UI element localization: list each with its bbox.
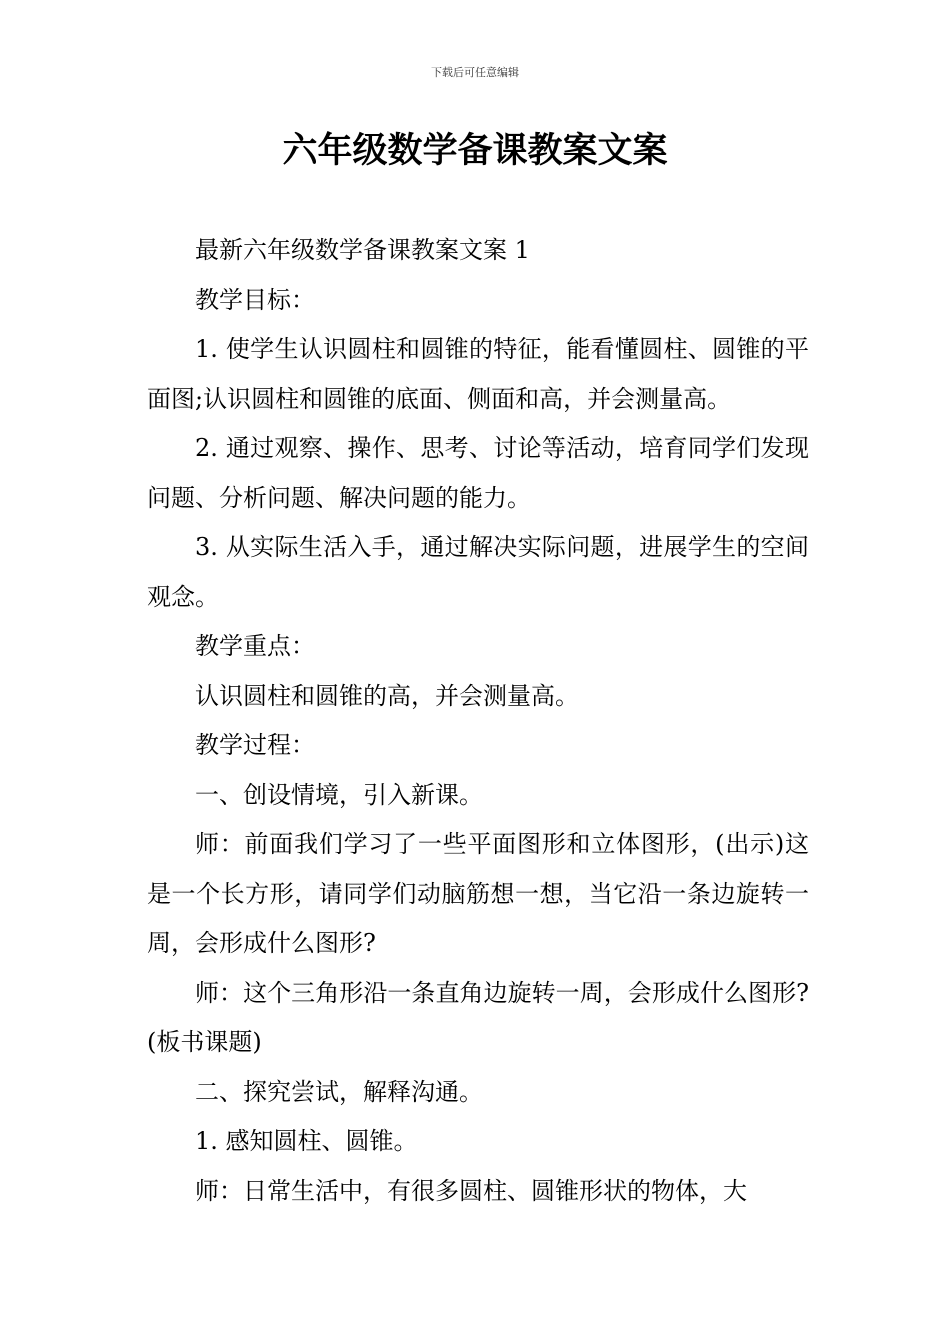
paragraph-teacher-1: 师：前面我们学习了一些平面图形和立体图形，(出示)这是一个长方形，请同学们动脑筋想一想，当它沿一条边旋转一周，会形成什么图形? bbox=[147, 830, 809, 957]
paragraph-teacher-3: 师：日常生活中，有很多圆柱、圆锥形状的物体，大 bbox=[195, 1176, 747, 1205]
paragraph-goal-1: 1. 使学生认识圆柱和圆锥的特征，能看懂圆柱、圆锥的平面图;认识圆柱和圆锥的底面、侧面和高，并会测量高。 bbox=[147, 335, 809, 413]
paragraph-heading-process: 教学过程： bbox=[195, 731, 315, 759]
paragraph-heading-goals: 教学目标： bbox=[195, 285, 315, 314]
paragraph-subtitle: 最新六年级数学备课教案文案 1 bbox=[195, 236, 530, 264]
header-note: 下载后可任意编辑 bbox=[431, 66, 519, 79]
paragraph-focus: 认识圆柱和圆锥的高，并会测量高。 bbox=[195, 681, 579, 710]
paragraph-substep-1: 1. 感知圆柱、圆锥。 bbox=[195, 1127, 418, 1155]
paragraph-goal-3: 3. 从实际生活入手，通过解决实际问题，进展学生的空间观念。 bbox=[147, 533, 809, 611]
paragraph-step-1: 一、创设情境，引入新课。 bbox=[195, 780, 483, 809]
paragraph-goal-2: 2. 通过观察、操作、思考、讨论等活动，培育同学们发现问题、分析问题、解决问题的能力。 bbox=[147, 434, 809, 512]
document-body bbox=[147, 226, 809, 1216]
paragraph-heading-focus: 教学重点： bbox=[195, 632, 315, 660]
document-title: 六年级数学备课教案文案 bbox=[282, 130, 668, 171]
paragraph-teacher-2: 师：这个三角形沿一条直角边旋转一周，会形成什么图形?(板书课题) bbox=[147, 978, 809, 1056]
paragraph-step-2: 二、探究尝试，解释沟通。 bbox=[195, 1077, 483, 1106]
